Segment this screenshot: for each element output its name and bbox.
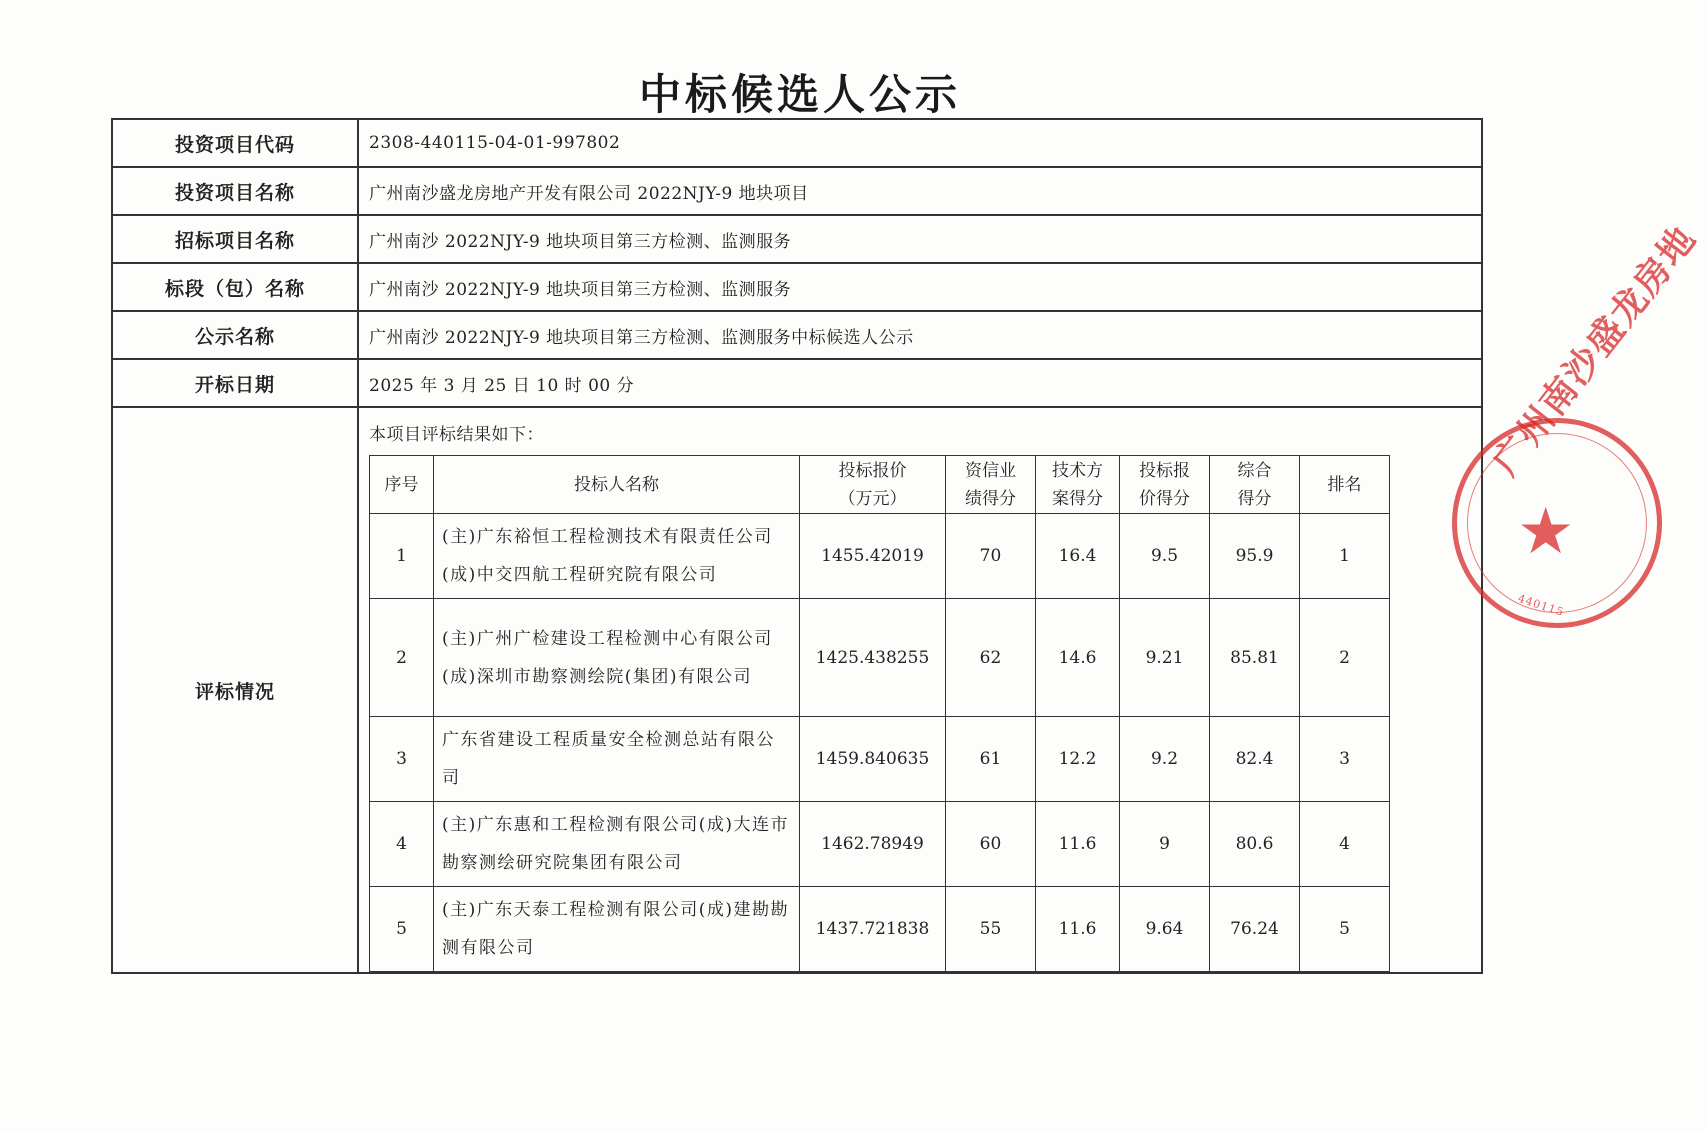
info-row-project-name bbox=[112, 167, 1482, 215]
results-table bbox=[369, 455, 1390, 972]
header-bid-line2: 价得分 bbox=[1139, 488, 1190, 509]
cell-total: 95.9 bbox=[1210, 514, 1300, 599]
star-icon: ★ bbox=[1517, 495, 1575, 569]
header-tech bbox=[1036, 456, 1120, 514]
info-row-tender-name bbox=[112, 215, 1482, 263]
cell-price: 1437.721838 bbox=[800, 887, 946, 972]
cell-qual: 61 bbox=[946, 717, 1036, 802]
header-bidder: 投标人名称 bbox=[434, 456, 800, 514]
cell-total: 80.6 bbox=[1210, 802, 1300, 887]
table-row bbox=[370, 514, 1390, 599]
header-bid-line1: 投标报 bbox=[1139, 460, 1190, 481]
info-label: 标段（包）名称 bbox=[112, 263, 358, 311]
cell-seq: 5 bbox=[370, 887, 434, 972]
cell-seq: 4 bbox=[370, 802, 434, 887]
cell-qual: 70 bbox=[946, 514, 1036, 599]
info-label: 公示名称 bbox=[112, 311, 358, 359]
cell-price: 1455.42019 bbox=[800, 514, 946, 599]
info-table bbox=[111, 118, 1483, 974]
cell-tech: 11.6 bbox=[1036, 802, 1120, 887]
info-label: 招标项目名称 bbox=[112, 215, 358, 263]
table-row bbox=[370, 599, 1390, 717]
cell-bidder: (主)广东裕恒工程检测技术有限责任公司(成)中交四航工程研究院有限公司 bbox=[434, 514, 800, 599]
evaluation-label: 评标情况 bbox=[112, 407, 358, 973]
cell-qual: 55 bbox=[946, 887, 1036, 972]
header-qual-line1: 资信业 bbox=[965, 460, 1016, 481]
cell-bid: 9.21 bbox=[1120, 599, 1210, 717]
info-value: 2025 年 3 月 25 日 10 时 00 分 bbox=[358, 359, 1482, 407]
cell-seq: 1 bbox=[370, 514, 434, 599]
info-value: 广州南沙 2022NJY-9 地块项目第三方检测、监测服务 bbox=[358, 263, 1482, 311]
cell-qual: 62 bbox=[946, 599, 1036, 717]
cell-rank: 2 bbox=[1300, 599, 1390, 717]
header-price bbox=[800, 456, 946, 514]
header-total-line1: 综合 bbox=[1237, 460, 1272, 481]
cell-bid: 9.5 bbox=[1120, 514, 1210, 599]
cell-total: 76.24 bbox=[1210, 887, 1300, 972]
cell-rank: 4 bbox=[1300, 802, 1390, 887]
info-label: 投资项目名称 bbox=[112, 167, 358, 215]
header-qual-line2: 绩得分 bbox=[965, 488, 1016, 509]
info-value: 2308-440115-04-01-997802 bbox=[358, 119, 1482, 167]
cell-tech: 14.6 bbox=[1036, 599, 1120, 717]
info-row-project-code bbox=[112, 119, 1482, 167]
info-value: 广州南沙 2022NJY-9 地块项目第三方检测、监测服务 bbox=[358, 215, 1482, 263]
cell-tech: 12.2 bbox=[1036, 717, 1120, 802]
header-seq: 序号 bbox=[370, 456, 434, 514]
header-total bbox=[1210, 456, 1300, 514]
info-row-lot-name bbox=[112, 263, 1482, 311]
info-label: 开标日期 bbox=[112, 359, 358, 407]
cell-total: 85.81 bbox=[1210, 599, 1300, 717]
header-price-line1: 投标报价 bbox=[838, 460, 907, 481]
evaluation-cell bbox=[358, 407, 1482, 973]
cell-price: 1425.438255 bbox=[800, 599, 946, 717]
header-rank: 排名 bbox=[1300, 456, 1390, 514]
cell-bid: 9.64 bbox=[1120, 887, 1210, 972]
info-row-opening-date bbox=[112, 359, 1482, 407]
cell-seq: 2 bbox=[370, 599, 434, 717]
info-row-notice-name bbox=[112, 311, 1482, 359]
cell-bid: 9 bbox=[1120, 802, 1210, 887]
cell-qual: 60 bbox=[946, 802, 1036, 887]
seal-text: 广州南沙盛龙房地 bbox=[1484, 217, 1705, 484]
cell-seq: 3 bbox=[370, 717, 434, 802]
cell-bidder: 广东省建设工程质量安全检测总站有限公司 bbox=[434, 717, 800, 802]
seal-code: 440115 bbox=[1516, 591, 1566, 620]
cell-price: 1462.78949 bbox=[800, 802, 946, 887]
cell-rank: 5 bbox=[1300, 887, 1390, 972]
cell-rank: 3 bbox=[1300, 717, 1390, 802]
header-total-line2: 得分 bbox=[1237, 488, 1272, 509]
cell-rank: 1 bbox=[1300, 514, 1390, 599]
cell-price: 1459.840635 bbox=[800, 717, 946, 802]
info-row-evaluation bbox=[112, 407, 1482, 973]
cell-bidder: (主)广东惠和工程检测有限公司(成)大连市勘察测绘研究院集团有限公司 bbox=[434, 802, 800, 887]
info-value: 广州南沙 2022NJY-9 地块项目第三方检测、监测服务中标候选人公示 bbox=[358, 311, 1482, 359]
info-label: 投资项目代码 bbox=[112, 119, 358, 167]
evaluation-intro: 本项目评标结果如下： bbox=[369, 425, 544, 445]
header-qual bbox=[946, 456, 1036, 514]
page-title: 中标候选人公示 bbox=[638, 70, 961, 119]
results-header-row bbox=[370, 456, 1390, 514]
cell-total: 82.4 bbox=[1210, 717, 1300, 802]
info-value: 广州南沙盛龙房地产开发有限公司 2022NJY-9 地块项目 bbox=[358, 167, 1482, 215]
header-bid bbox=[1120, 456, 1210, 514]
company-seal bbox=[1452, 217, 1705, 628]
header-tech-line2: 案得分 bbox=[1052, 488, 1103, 509]
table-row bbox=[370, 717, 1390, 802]
cell-tech: 16.4 bbox=[1036, 514, 1120, 599]
header-price-line2: （万元） bbox=[838, 488, 907, 509]
cell-bidder: (主)广东天泰工程检测有限公司(成)建勘勘测有限公司 bbox=[434, 887, 800, 972]
cell-bid: 9.2 bbox=[1120, 717, 1210, 802]
header-tech-line1: 技术方 bbox=[1052, 460, 1103, 481]
table-row bbox=[370, 802, 1390, 887]
cell-bidder: (主)广州广检建设工程检测中心有限公司(成)深圳市勘察测绘院(集团)有限公司 bbox=[434, 599, 800, 717]
cell-tech: 11.6 bbox=[1036, 887, 1120, 972]
table-row bbox=[370, 887, 1390, 972]
